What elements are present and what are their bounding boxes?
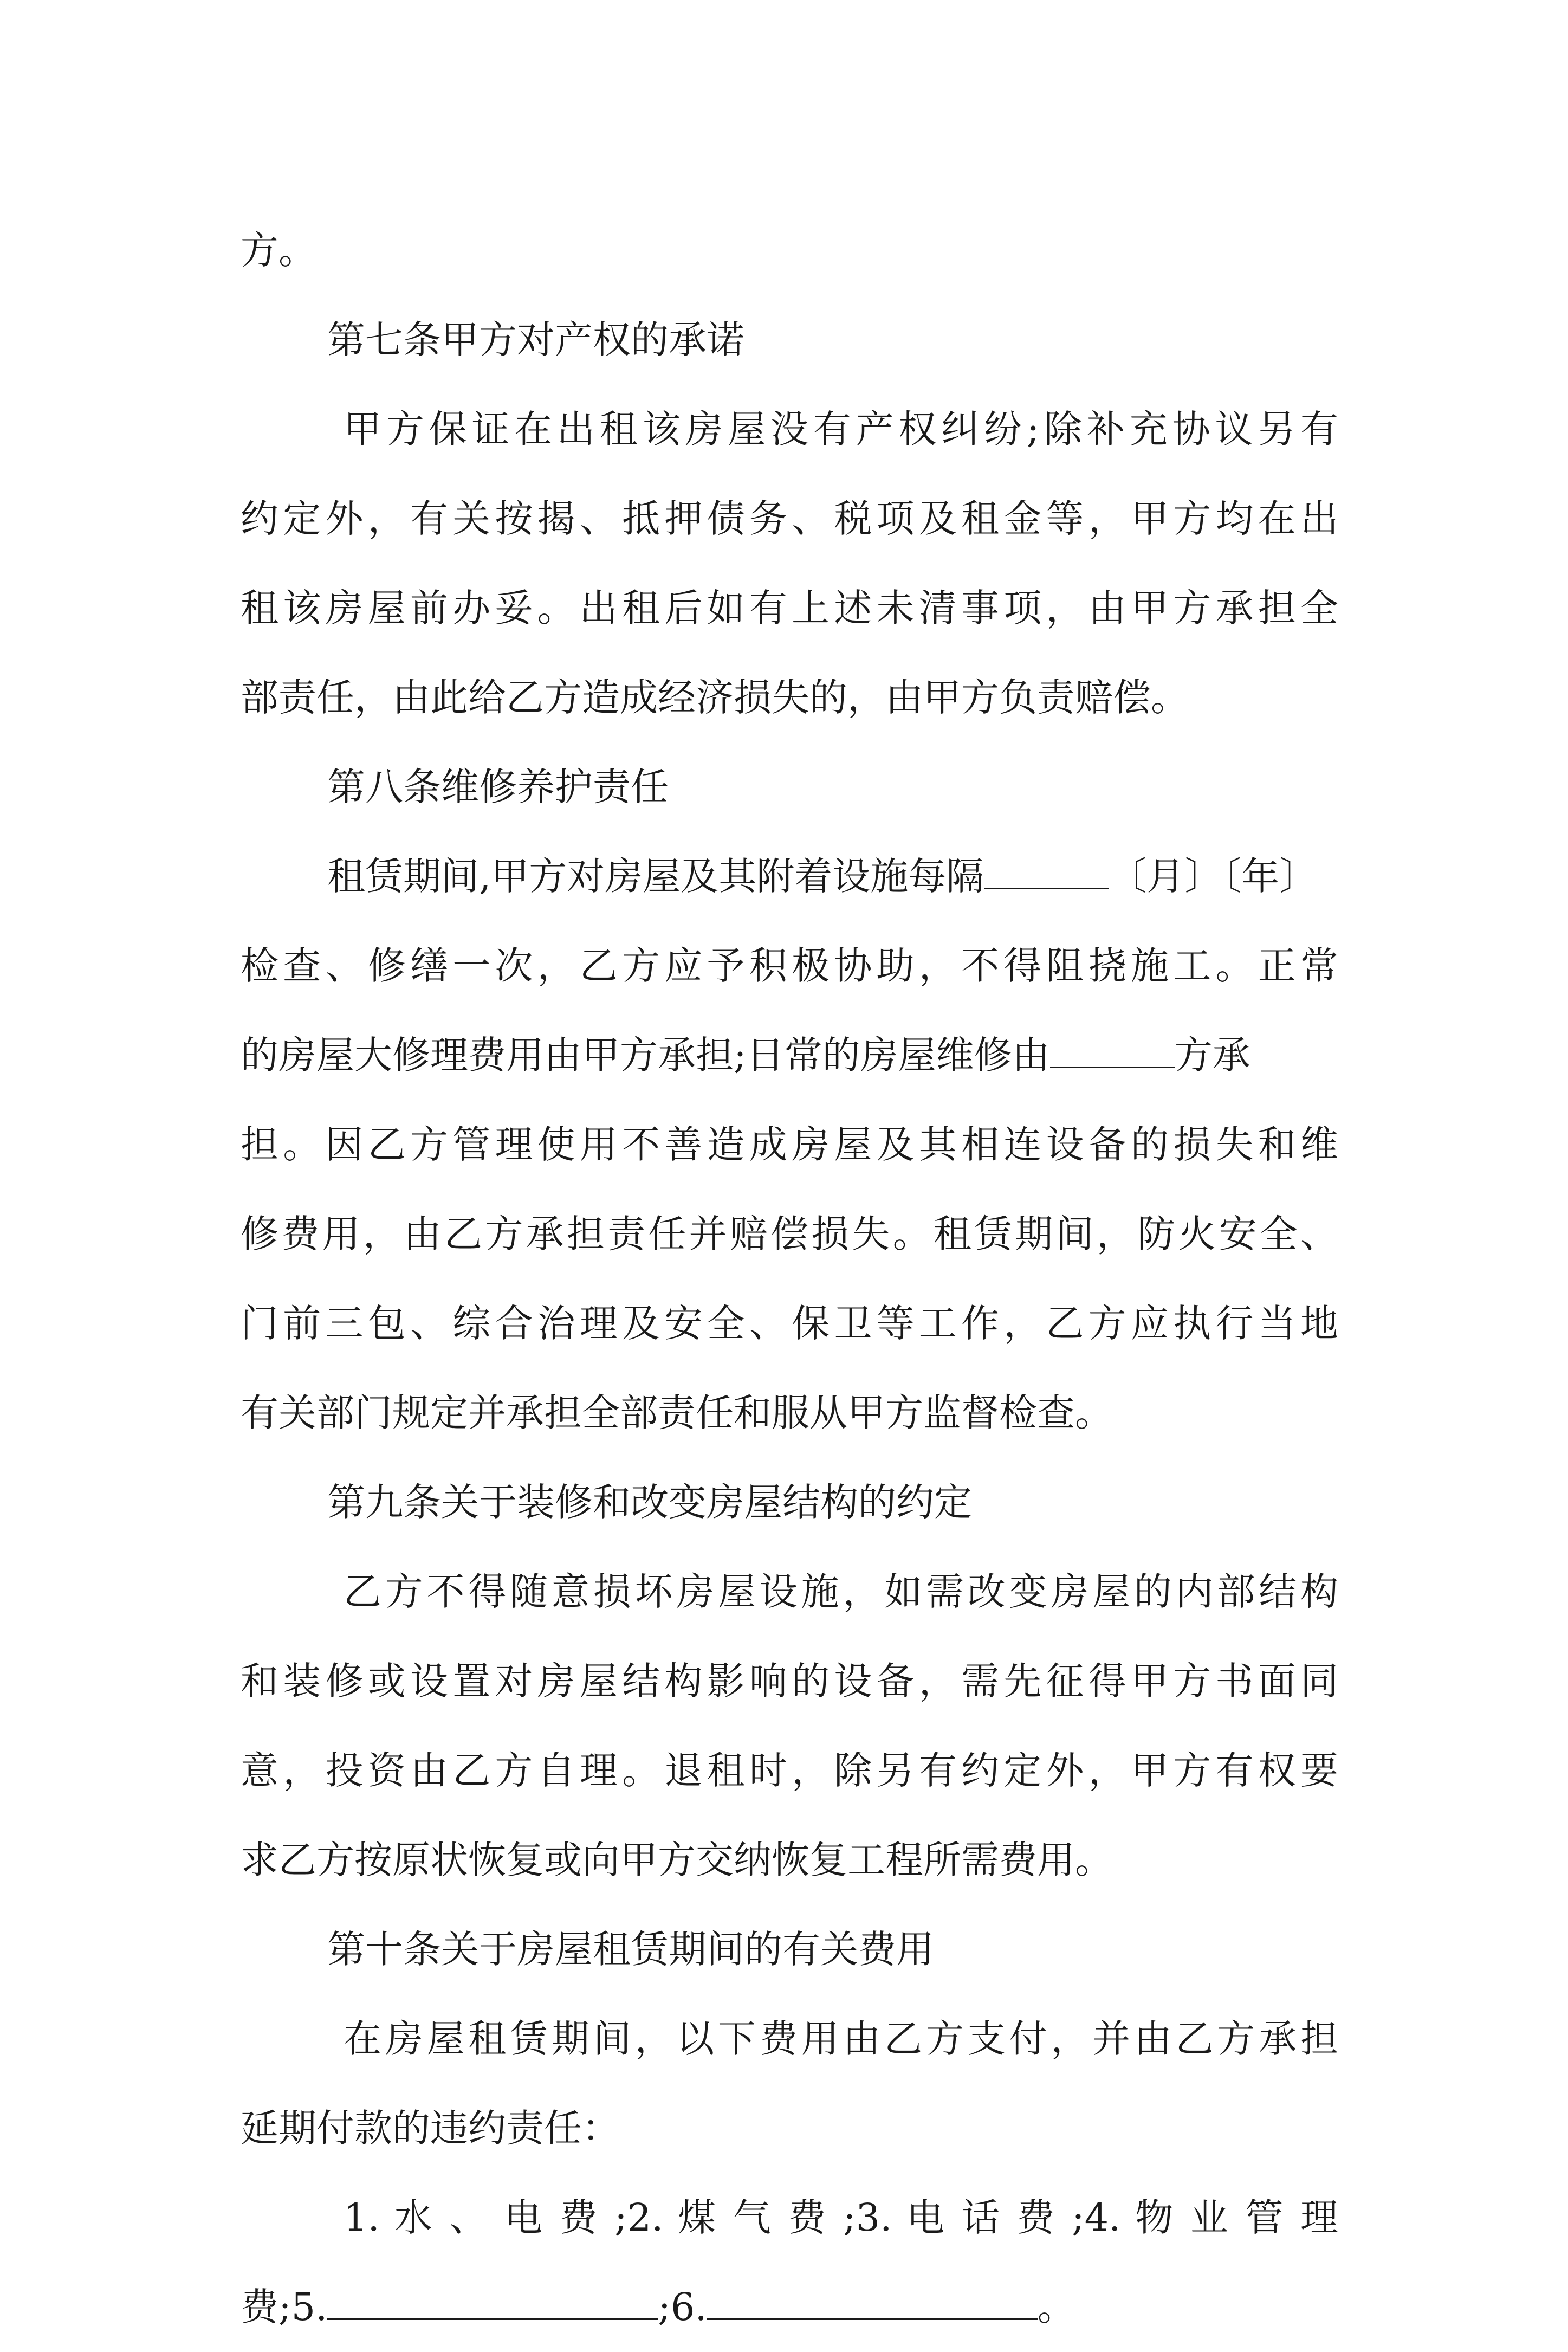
text-line: 1. 水 、 电 费 ;2. 煤 气 费 ;3. 电 话 费 ;4. 物 业 管 理 bbox=[344, 2195, 1338, 2240]
text-line: 在房屋租赁期间，以下费用由乙方支付，并由乙方承担 bbox=[344, 2017, 1338, 2061]
text-line: 有关部门规定并承担全部责任和服从甲方监督检查。 bbox=[241, 1391, 1113, 1435]
text-line: 意，投资由乙方自理。退租时，除另有约定外，甲方有权要 bbox=[241, 1748, 1338, 1793]
text-segment: ;6. bbox=[658, 2285, 707, 2329]
text-line: 租该房屋前办妥。出租后如有上述未清事项，由甲方承担全 bbox=[241, 586, 1338, 630]
section-heading-8: 第八条维修养护责任 bbox=[327, 765, 669, 809]
text-line bbox=[241, 2263, 1338, 2352]
text-line: 约定外，有关按揭、抵押债务、税项及租金等，甲方均在出 bbox=[241, 496, 1338, 541]
text-segment: 租赁期间,甲方对房屋及其附着设施每隔 bbox=[327, 854, 984, 899]
text-line: 乙方不得随意损坏房屋设施，如需改变房屋的内部结构 bbox=[344, 1569, 1338, 1614]
text-line: 门前三包、综合治理及安全、保卫等工作，乙方应执行当地 bbox=[241, 1301, 1338, 1346]
fill-in-blank bbox=[327, 2287, 658, 2320]
section-heading-7: 第七条甲方对产权的承诺 bbox=[327, 318, 744, 362]
text-segment: 。 bbox=[1037, 2285, 1075, 2329]
section-heading-10: 第十条关于房屋租赁期间的有关费用 bbox=[327, 1927, 934, 1972]
document-page bbox=[241, 206, 1338, 2352]
section-heading-9: 第九条关于装修和改变房屋结构的约定 bbox=[327, 1480, 972, 1524]
fill-in-blank bbox=[707, 2287, 1038, 2320]
text-line bbox=[241, 1011, 1338, 1100]
text-segment: 〔月〕〔年〕 bbox=[1109, 854, 1318, 899]
text-line: 担。因乙方管理使用不善造成房屋及其相连设备的损失和维 bbox=[241, 1122, 1338, 1167]
text-line: 甲方保证在出租该房屋没有产权纠纷;除补充协议另有 bbox=[344, 407, 1338, 451]
text-line: 求乙方按原状恢复或向甲方交纳恢复工程所需费用。 bbox=[241, 1838, 1113, 1882]
text-line: 检查、修缮一次，乙方应予积极协助，不得阻挠施工。正常 bbox=[241, 944, 1338, 988]
text-line bbox=[241, 832, 1338, 921]
fill-in-blank bbox=[984, 856, 1109, 889]
text-line: 和装修或设置对房屋结构影响的设备，需先征得甲方书面同 bbox=[241, 1659, 1338, 1703]
text-segment: 的房屋大修理费用由甲方承担;日常的房屋维修由 bbox=[241, 1033, 1050, 1077]
fill-in-blank bbox=[1050, 1035, 1175, 1068]
text-segment: 方承 bbox=[1174, 1033, 1250, 1077]
text-line: 延期付款的违约责任： bbox=[241, 2106, 620, 2150]
text-line: 方。 bbox=[241, 228, 316, 273]
text-line: 部责任，由此给乙方造成经济损失的，由甲方负责赔偿。 bbox=[241, 675, 1189, 720]
text-segment: 费;5. bbox=[241, 2285, 328, 2329]
text-line: 修费用，由乙方承担责任并赔偿损失。租赁期间，防火安全、 bbox=[241, 1212, 1338, 1256]
